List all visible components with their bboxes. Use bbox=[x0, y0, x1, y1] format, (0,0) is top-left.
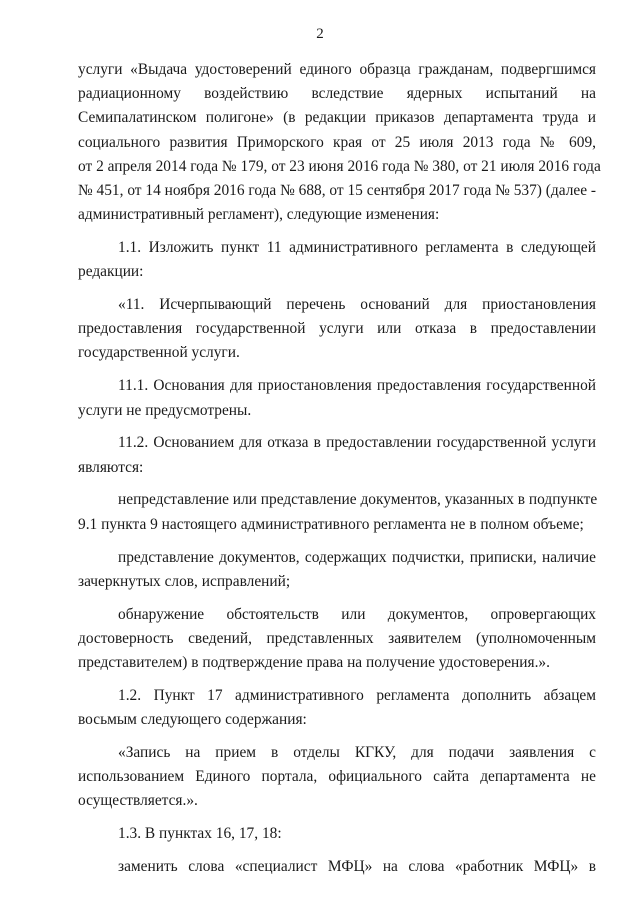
paragraph-11-1 bbox=[78, 374, 596, 422]
text-line: государственной услуги. bbox=[78, 344, 240, 362]
text-line: 11.1. Основания для приостановления предоставления государственной bbox=[118, 377, 596, 395]
text-line: 11.2. Основанием для отказа в предоставлении государственной услуги bbox=[118, 434, 596, 452]
text-line: зачеркнутых слов, исправлений; bbox=[78, 572, 291, 590]
text-line: «Запись на прием в отделы КГКУ, для подачи заявления с bbox=[118, 743, 596, 761]
paragraph-1-2 bbox=[78, 684, 596, 732]
paragraph-erasures bbox=[78, 546, 596, 594]
text-line: предоставления государственной услуги или отказа в предоставлении bbox=[78, 320, 596, 338]
text-line: от 2 апреля 2014 года № 179, от 23 июня 2016 года № 380, от 21 июля 2016 года bbox=[78, 157, 601, 175]
paragraph-1-1 bbox=[78, 236, 596, 284]
paragraph-nonsubmission bbox=[78, 488, 596, 536]
paragraph-replace-words bbox=[78, 855, 596, 879]
text-line: 1.3. В пунктах 16, 17, 18: bbox=[118, 825, 282, 843]
text-line: административный регламент), следующие изменения: bbox=[78, 206, 440, 224]
text-line: редакции: bbox=[78, 263, 144, 281]
text-line: восьмым следующего содержания: bbox=[78, 711, 307, 728]
text-line: обнаружение обстоятельств или документов, опровергающих bbox=[118, 605, 596, 623]
text-line: использованием Единого портала, официального сайта департамента не bbox=[78, 768, 596, 786]
text-line: 1.2. Пункт 17 административного регламента дополнить абзацем bbox=[118, 686, 596, 704]
text-line: заменить слова «специалист МФЦ» на слова «работник МФЦ» в bbox=[118, 858, 596, 875]
text-line: радиационному воздействию вследствие ядерных испытаний на bbox=[78, 85, 596, 103]
text-line: «11. Исчерпывающий перечень оснований для приостановления bbox=[118, 296, 596, 314]
text-line: представление документов, содержащих подчистки, приписки, наличие bbox=[118, 548, 596, 566]
paragraph-intro bbox=[78, 58, 601, 227]
text-line: 9.1 пункта 9 настоящего административного регламента не в полном объеме; bbox=[78, 515, 584, 533]
document-body bbox=[78, 58, 601, 879]
paragraph-11 bbox=[78, 293, 596, 366]
text-line: Семипалатинском полигоне» (в редакции приказов департамента труда и bbox=[78, 109, 596, 127]
text-line: услуги «Выдача удостоверений единого образца гражданам, подвергшимся bbox=[78, 61, 596, 78]
text-line: 1.1. Изложить пункт 11 административного регламента в следующей bbox=[118, 239, 596, 256]
text-line: услуги не предусмотрены. bbox=[78, 401, 252, 419]
paragraph-1-3 bbox=[78, 822, 596, 846]
text-line: представителем) в подтверждение права на получение удостоверения.». bbox=[78, 653, 550, 671]
text-line: № 451, от 14 ноября 2016 года № 688, от 15 сентября 2017 года № 537) (далее - bbox=[78, 181, 597, 199]
page-number: 2 bbox=[316, 26, 324, 42]
text-line: социального развития Приморского края от 25 июля 2013 года № 609, bbox=[78, 133, 596, 151]
text-line: непредставление или представление документов, указанных в подпункте bbox=[118, 491, 598, 509]
paragraph-appointment bbox=[78, 741, 596, 814]
paragraph-circumstances bbox=[78, 603, 596, 676]
text-line: достоверность сведений, представленных заявителем (уполномоченным bbox=[78, 629, 596, 647]
text-line: осуществляется.». bbox=[78, 792, 198, 810]
paragraph-11-2 bbox=[78, 431, 596, 479]
text-line: являются: bbox=[78, 458, 144, 476]
